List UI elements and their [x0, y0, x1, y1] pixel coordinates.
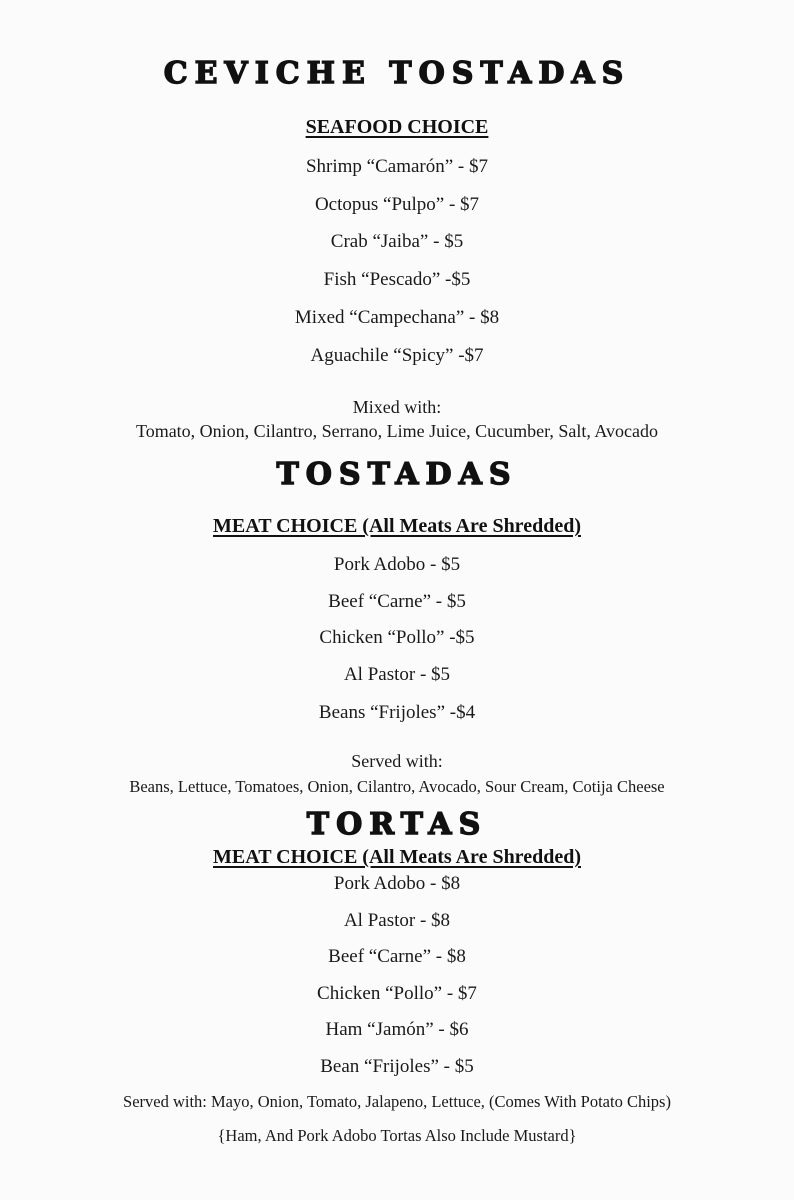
seafood-choice-heading: SEAFOOD CHOICE	[305, 116, 489, 138]
menu-item: Beef “Carne” - $5	[328, 591, 466, 612]
menu-item: Shrimp “Camarón” - $7	[305, 156, 489, 177]
tortas-mustard-note: {Ham, And Pork Adobo Tortas Also Include Mustard}	[217, 1126, 577, 1145]
menu-item: Octopus “Pulpo” - $7	[314, 194, 480, 215]
menu-item: Pork Adobo - $8	[333, 873, 461, 894]
mixed-with-label: Mixed with:	[352, 397, 442, 417]
menu-item: Chicken “Pollo” - $7	[317, 983, 477, 1004]
menu-item: Mixed “Campechana” - $8	[294, 307, 500, 328]
tortas-meat-choice-heading: MEAT CHOICE (All Meats Are Shredded)	[213, 846, 581, 868]
tostadas-title: TOSTADAS	[276, 457, 518, 492]
menu-item: Al Pastor - $8	[343, 910, 451, 931]
menu-item: Chicken “Pollo” -$5	[319, 627, 475, 648]
menu-item: Pork Adobo - $5	[333, 554, 461, 575]
tostadas-meat-choice-heading: MEAT CHOICE (All Meats Are Shredded)	[213, 515, 581, 537]
menu-item: Al Pastor - $5	[343, 664, 451, 685]
mixed-with-ingredients: Tomato, Onion, Cilantro, Serrano, Lime Juice, Cucumber, Salt, Avocado	[135, 421, 659, 441]
ceviche-tostadas-title: CEVICHE TOSTADAS	[163, 56, 631, 91]
menu-item: Bean “Frijoles” - $5	[320, 1056, 474, 1077]
menu-item: Beans “Frijoles” -$4	[318, 702, 476, 723]
menu-item: Fish “Pescado” -$5	[323, 269, 471, 290]
tortas-title: TORTAS	[306, 807, 488, 842]
menu-item: Crab “Jaiba” - $5	[330, 231, 464, 252]
menu-item: Ham “Jamón” - $6	[325, 1019, 469, 1040]
served-with-ingredients: Beans, Lettuce, Tomatoes, Onion, Cilantro, Avocado, Sour Cream, Cotija Cheese	[129, 777, 665, 796]
menu-item: Beef “Carne” - $8	[328, 946, 466, 967]
menu-item: Aguachile “Spicy” -$7	[310, 345, 484, 366]
served-with-label: Served with:	[351, 751, 443, 771]
tortas-served-with-note: Served with: Mayo, Onion, Tomato, Jalapeno, Lettuce, (Comes With Potato Chips)	[123, 1092, 671, 1111]
